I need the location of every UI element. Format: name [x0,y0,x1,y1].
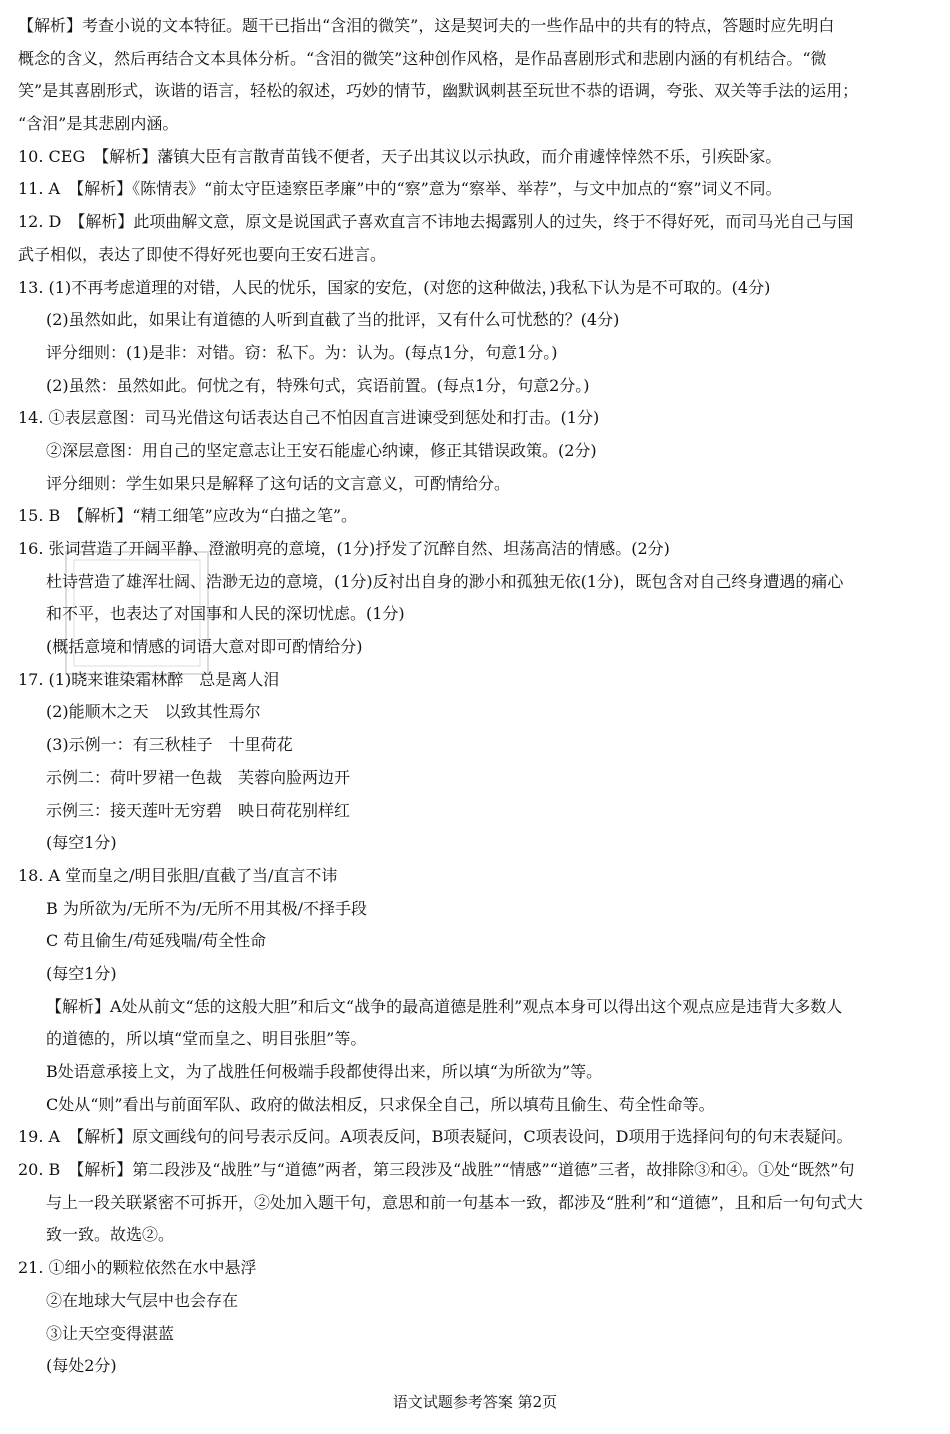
answer-line: (2)虽然：虽然如此。何忧之有，特殊句式，宾语前置。(每点1分，句意2分。) [46,375,590,395]
answer-line: 21. ①细小的颗粒依然在水中悬浮 [18,1258,257,1278]
answer-line: 18. A 堂而皇之/明目张胆/直截了当/直言不讳 [18,865,338,885]
answer-line: (每空1分) [46,963,117,983]
answer-line: 15. B 【解析】“精工细笔”应改为“白描之笔”。 [18,506,358,526]
answer-line: 【解析】A处从前文“恁的这般大胆”和后文“战争的最高道德是胜利”观点本身可以得出这个观点应是违背大多数人 [46,996,843,1016]
answer-line: (每空1分) [46,833,117,853]
answer-line: 与上一段关联紧密不可拆开，②处加入题干句，意思和前一句基本一致，都涉及“胜利”和“道德”，且和后一句句式大 [46,1192,863,1212]
answer-line: 致一致。故选②。 [46,1225,175,1245]
answer-line: (每处2分) [46,1356,117,1376]
answer-line: 12. D 【解析】此项曲解文意，原文是说国武子喜欢直言不讳地去揭露别人的过失，终于不得好死，而司马光自己与国 [18,212,854,232]
answer-line: ②深层意图：用自己的坚定意志让王安石能虚心纳谏，修正其错误政策。(2分) [46,440,597,460]
answer-line: “含泪”是其悲剧内涵。 [18,114,179,134]
answer-line: 概念的含义，然后再结合文本具体分析。“含泪的微笑”这种创作风格，是作品喜剧形式和悲剧内涵的有机结合。“微 [18,48,827,68]
answer-line: 11. A 【解析】《陈情表》“前太守臣逵察臣孝廉”中的“察”意为“察举、举荐”，与文中加点的“察”词义不同。 [18,179,782,199]
answer-line: 评分细则：学生如果只是解释了这句话的文言意义，可酌情给分。 [46,473,511,493]
answer-line: 16. 张词营造了开阔平静、澄澈明亮的意境，(1分)抒发了沉醉自然、坦荡高洁的情感。(2分) [18,539,670,558]
answer-line: ③让天空变得湛蓝 [46,1323,175,1343]
answer-line: (概括意境和情感的词语大意对即可酌情给分) [46,637,363,657]
answer-line: 评分细则：(1)是非：对错。窃：私下。为：认为。(每点1分，句意1分。) [46,342,558,362]
answer-line: 杜诗营造了雄浑壮阔、浩渺无边的意境，(1分)反衬出自身的渺小和孤独无依(1分)，既包含对自己终身遭遇的痛心 [46,571,844,591]
answer-line: C处从“则”看出与前面军队、政府的做法相反，只求保全自己，所以填苟且偷生、苟全性命等。 [46,1094,715,1114]
answer-line: 的道德的，所以填“堂而皇之、明目张胆”等。 [46,1029,367,1049]
answer-line: B处语意承接上文，为了战胜任何极端手段都使得出来，所以填“为所欲为”等。 [46,1062,603,1081]
answer-line: (3)示例一：有三秋桂子 十里荷花 [46,735,293,755]
answer-line: 10. CEG 【解析】藩镇大臣有言散青苗钱不便者，天子出其议以示执政，而介甫遽悻悻然不乐，引疾卧家。 [18,146,782,166]
answer-line: 示例二：荷叶罗裙一色裁 芙蓉向脸两边开 [46,767,351,787]
answer-line: ②在地球大气层中也会存在 [46,1290,239,1310]
answer-line: 13. (1)不再考虑道理的对错，人民的忧乐，国家的安危，(对您的这种做法，)我私下认为是不可取的。(4分) [18,277,771,297]
answer-line: C 苟且偷生/苟延残喘/苟全性命 [46,931,267,951]
answer-body [18,10,936,1383]
answer-line: 和不平，也表达了对国事和人民的深切忧虑。(1分) [46,604,405,624]
answer-line: 【解析】考查小说的文本特征。题干已指出“含泪的微笑”，这是契诃夫的一些作品中的共有的特点，答题时应先明白 [18,16,835,35]
answer-line: 武子相似，表达了即使不得好死也要向王安石进言。 [18,244,387,264]
answer-line: 示例三：接天莲叶无穷碧 映日荷花别样红 [46,800,351,820]
answer-line: (2)能顺木之天 以致其性焉尔 [46,702,261,722]
answer-line: 14. ①表层意图：司马光借这句话表达自己不怕因直言进谏受到惩处和打击。(1分) [18,408,600,428]
answer-line: 17. (1)晓来谁染霜林醉 总是离人泪 [18,669,280,689]
answer-line: (2)虽然如此，如果让有道德的人听到直截了当的批评，又有什么可忧愁的？(4分) [46,310,620,330]
answer-line: B 为所欲为/无所不为/无所不用其极/不择手段 [46,898,368,918]
answer-line: 20. B 【解析】第二段涉及“战胜”与“道德”两者，第三段涉及“战胜”“情感”“道德”三者，故排除③和④。①处“既然”句 [18,1160,855,1180]
answer-line: 19. A 【解析】原文画线句的问号表示反问。A项表反问，B项表疑问，C项表设问，D项用于选择问句的句末表疑问。 [18,1127,853,1147]
answer-line: 笑”是其喜剧形式，诙谐的语言，轻松的叙述，巧妙的情节，幽默讽刺甚至玩世不恭的语调，夸张、双关等手法的运用； [18,81,859,101]
page-footer: 语文试题参考答案 第2页 [392,1393,558,1411]
